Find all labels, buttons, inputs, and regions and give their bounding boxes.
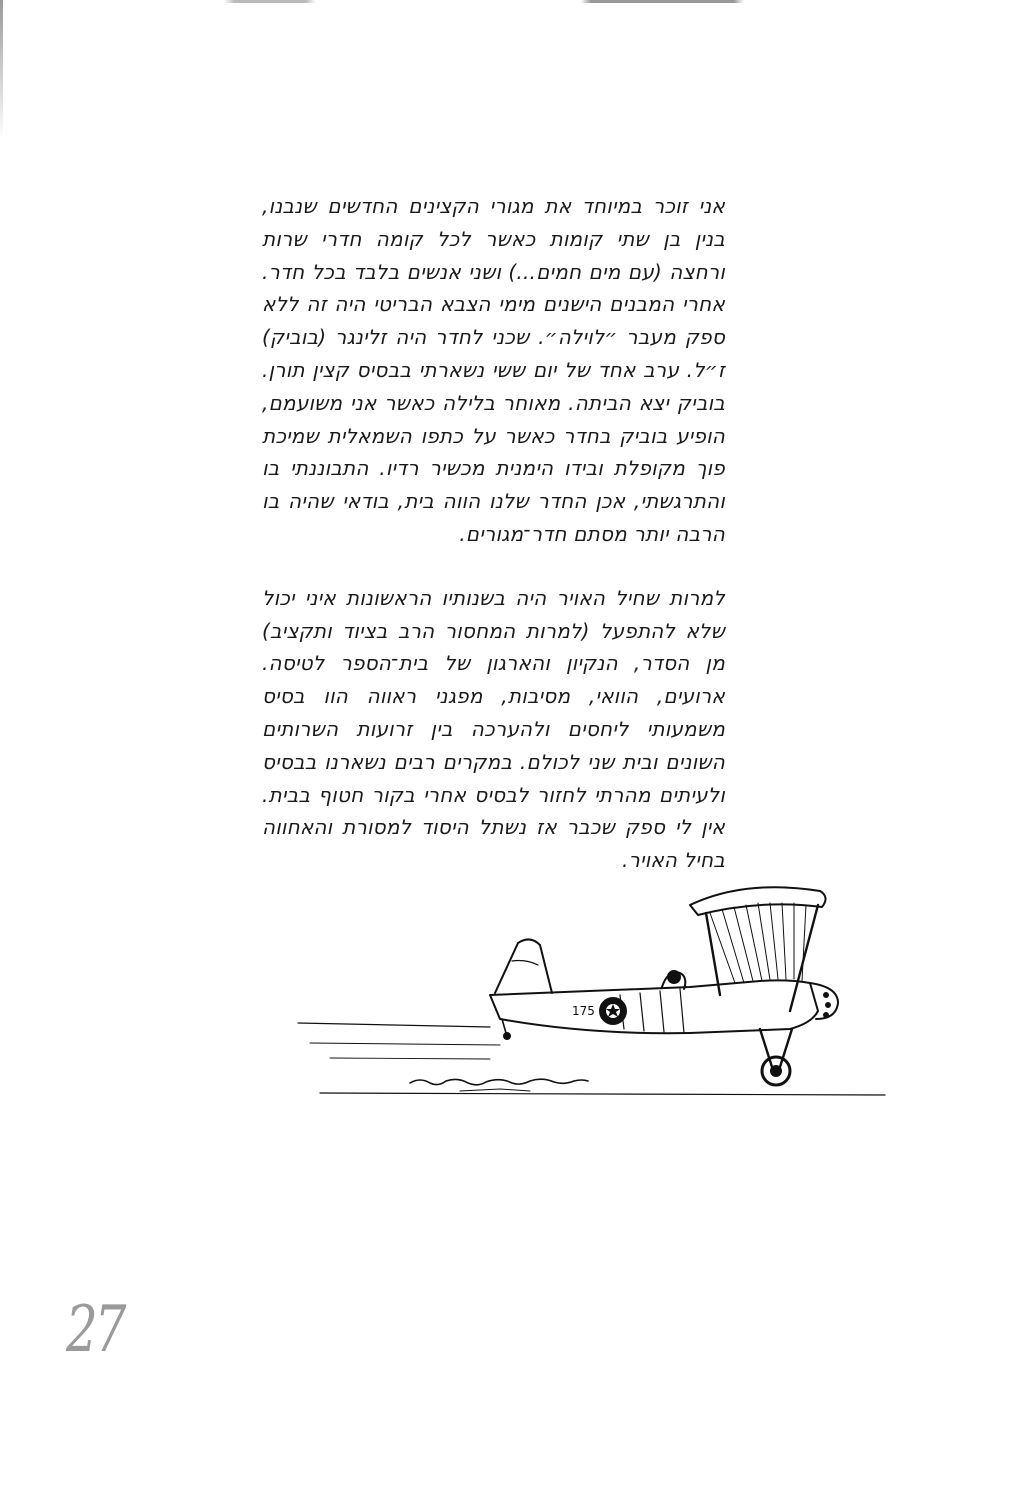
scan-edge-top (0, 0, 1019, 3)
tail-number: 175 (572, 1004, 595, 1018)
scan-edge-left (0, 0, 3, 140)
paragraph-1: אני זוכר במיוחד את מגורי הקצינים החדשים שנבנו, בנין בן שתי קומות כאשר לכל קומה חדרי שרות ורחצה (עם מים חמים...) ושני אנשים בלבד בכל חדר. אחרי המבנים הישנים מימי הצבא הבריטי היה זה ללא ספק מעבר ״לוילה״. שכני לחדר היה זלינגר (בוביק) ז״ל. ערב אחד של יום ששי נשארתי בבסיס קצין תורן. בוביק יצא הביתה. מאוחר בלילה כאשר אני משועמם, הופיע בוביק בחדר כאשר על כתפו השמאלית שמיכת פוך מקופלת ובידו הימנית מכשיר רדיו. התבוננתי בו והתרגשתי, אכן החדר שלנו הווה בית, בודאי שהיה בו הרבה יותר מסתם חדר־מגורים. (262, 194, 725, 546)
biplane-drawing (290, 883, 890, 1123)
body-text (262, 190, 725, 877)
page-number: 27 (66, 1293, 124, 1367)
paragraph-2: למרות שחיל האויר היה בשנותיו הראשונות איני יכול שלא להתפעל (למרות המחסור הרב בציוד ותקציב) מן הסדר, הנקיון והארגון של בית־הספר לטיסה. ארועים, הוואי, מסיבות, מפגני ראווה הוו בסיס משמעותי ליחסים ולהערכה בין זרועות השרותים השונים ובית שני לכולם. במקרים רבים נשארנו בבסיס ולעיתים מהרתי לחזור לבסיס אחרי בקור חטוף בבית. אין לי ספק שכבר אז נשתל היסוד למסורת והאחווה בחיל האויר. (262, 585, 725, 873)
biplane-illustration (290, 883, 890, 1123)
